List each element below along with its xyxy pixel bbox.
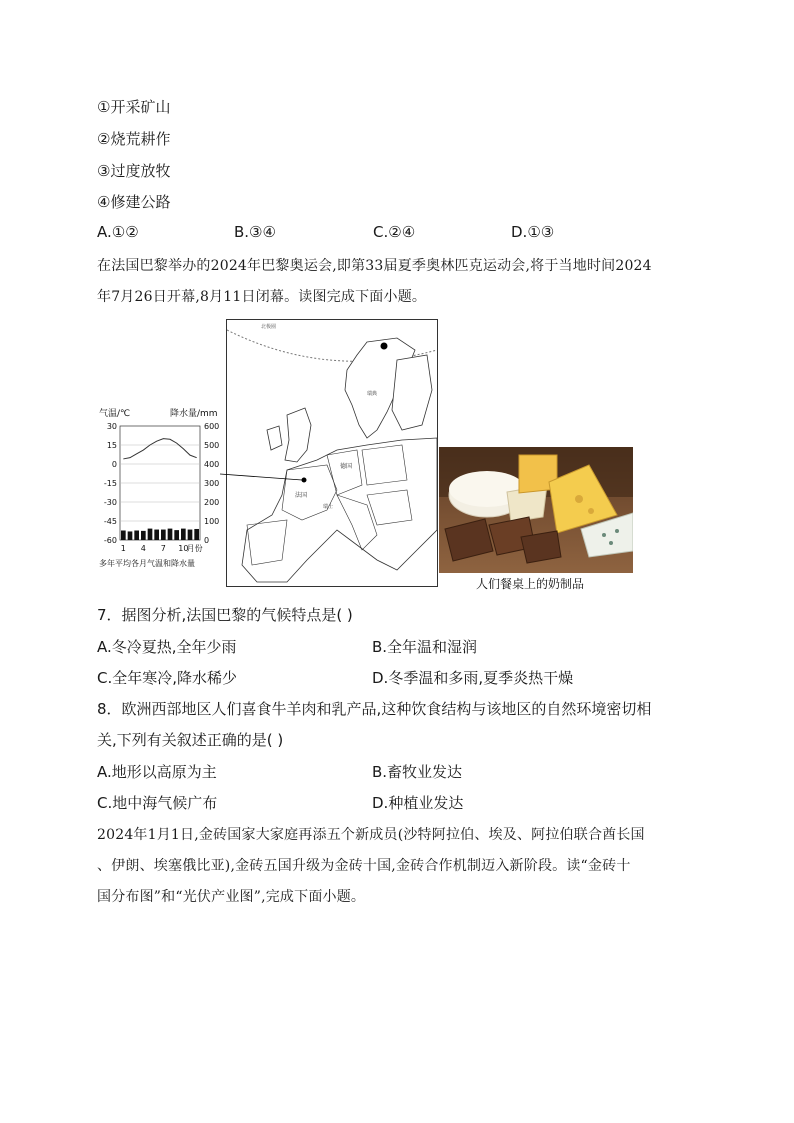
paris-intro-line-2: 年7月26日开幕,8月11日闭幕。读图完成下面小题。 bbox=[97, 289, 427, 305]
precip-axis-label: 降水量/mm bbox=[170, 409, 218, 419]
precip-tick-label: 500 bbox=[204, 441, 220, 450]
europe-map bbox=[226, 319, 438, 587]
precip-tick-label: 0 bbox=[204, 536, 210, 545]
precip-bar bbox=[148, 529, 153, 540]
bread-slice-3 bbox=[521, 531, 561, 563]
precip-bar bbox=[168, 529, 173, 540]
month-tick-label: 月份 bbox=[186, 544, 203, 553]
paris-intro-line-1: 在法国巴黎举办的2024年巴黎奥运会,即第33届夏季奥林匹克运动会,将于当地时间2024 bbox=[97, 258, 652, 274]
cheese-photo-svg bbox=[439, 447, 633, 573]
precip-bar bbox=[141, 531, 146, 540]
precip-bar bbox=[188, 530, 193, 540]
month-tick-label: 7 bbox=[160, 544, 166, 553]
q8-option-c: C.地中海气候广布 bbox=[97, 794, 218, 812]
europe-map-svg bbox=[227, 320, 437, 586]
temp-tick-label: -15 bbox=[103, 479, 117, 488]
temp-line bbox=[123, 439, 196, 459]
q6-item-3: ③过度放牧 bbox=[97, 162, 171, 180]
precip-tick-label: 200 bbox=[204, 498, 220, 507]
brics-intro-line-1: 2024年1月1日,金砖国家大家庭再添五个新成员(沙特阿拉伯、埃及、阿拉伯联合酋长国 bbox=[97, 827, 645, 843]
q7-option-b: B.全年温和湿润 bbox=[372, 638, 478, 656]
temp-tick-label: 30 bbox=[106, 422, 117, 431]
month-tick-label: 1 bbox=[120, 544, 126, 553]
q8-stem-line-1: 8．欧洲西部地区人们喜食牛羊肉和乳产品,这种饮食结构与该地区的自然环境密切相 bbox=[97, 700, 652, 718]
great-britain-shape bbox=[285, 408, 311, 462]
precip-bar bbox=[128, 531, 133, 540]
climate-chart-svg bbox=[97, 405, 227, 575]
q6-option-a: A.①② bbox=[97, 223, 139, 241]
map-label-germany: 德国 bbox=[340, 463, 353, 470]
map-label-sweden: 瑞典 bbox=[367, 391, 378, 397]
q6-item-2: ②烧荒耕作 bbox=[97, 130, 171, 148]
precip-bar bbox=[161, 530, 166, 540]
q8-option-d: D.种植业发达 bbox=[372, 794, 464, 812]
map-label-france: 法国 bbox=[295, 492, 308, 499]
precip-tick-label: 400 bbox=[204, 460, 220, 469]
temp-tick-label: -60 bbox=[103, 536, 117, 545]
q7-option-d: D.冬季温和多雨,夏季炎热干燥 bbox=[372, 669, 574, 687]
q6-item-1: ①开采矿山 bbox=[97, 98, 171, 116]
mainland-europe-shape bbox=[242, 438, 437, 582]
bread-slice-1 bbox=[445, 519, 493, 561]
month-tick-label: 4 bbox=[140, 544, 146, 553]
north-marker-dot bbox=[381, 343, 388, 350]
q7-stem: 7．据图分析,法国巴黎的气候特点是( ) bbox=[97, 606, 353, 624]
precip-tick-label: 300 bbox=[204, 479, 220, 488]
temp-tick-label: 0 bbox=[111, 460, 117, 469]
cheese-photo bbox=[439, 447, 633, 573]
arctic-circle-label: 北极圈 bbox=[261, 324, 277, 330]
finland-russia-shape bbox=[392, 355, 432, 430]
q6-option-b: B.③④ bbox=[234, 223, 276, 241]
precip-bar bbox=[174, 530, 179, 540]
climate-chart-caption: 多年平均各月气温和降水量 bbox=[99, 559, 195, 568]
precip-bar bbox=[154, 530, 159, 540]
brics-intro-line-3: 国分布图”和“光伏产业图”,完成下面小题。 bbox=[97, 889, 366, 905]
q6-item-4: ④修建公路 bbox=[97, 193, 171, 211]
q7-option-c: C.全年寒冷,降水稀少 bbox=[97, 669, 238, 687]
temp-tick-label: -45 bbox=[103, 517, 117, 526]
cheese-caption: 人们餐桌上的奶制品 bbox=[476, 577, 585, 591]
q8-option-a: A.地形以高原为主 bbox=[97, 763, 217, 781]
leader-line bbox=[220, 470, 310, 490]
temp-tick-label: 15 bbox=[106, 441, 117, 450]
precip-tick-label: 600 bbox=[204, 422, 220, 431]
q7-option-a: A.冬冷夏热,全年少雨 bbox=[97, 638, 237, 656]
precip-tick-label: 100 bbox=[204, 517, 220, 526]
q8-stem-line-2: 关,下列有关叙述正确的是( ) bbox=[97, 731, 284, 749]
q6-option-c: C.②④ bbox=[373, 223, 416, 241]
precip-bar bbox=[194, 529, 199, 540]
map-label-swiss: 瑞士 bbox=[323, 504, 334, 510]
precip-bar bbox=[121, 531, 126, 541]
climate-chart bbox=[97, 405, 227, 575]
q8-option-b: B.畜牧业发达 bbox=[372, 763, 463, 781]
ireland-shape bbox=[267, 426, 282, 450]
q6-option-d: D.①③ bbox=[511, 223, 555, 241]
month-tick-label: 10 bbox=[178, 544, 189, 553]
precip-bar bbox=[181, 529, 186, 540]
precip-bar bbox=[134, 531, 139, 541]
temp-axis-label: 气温/℃ bbox=[99, 409, 131, 419]
temp-tick-label: -30 bbox=[103, 498, 117, 507]
brics-intro-line-2: 、伊朗、埃塞俄比亚),金砖五国升级为金砖十国,金砖合作机制迈入新阶段。读“金砖十 bbox=[97, 858, 631, 874]
